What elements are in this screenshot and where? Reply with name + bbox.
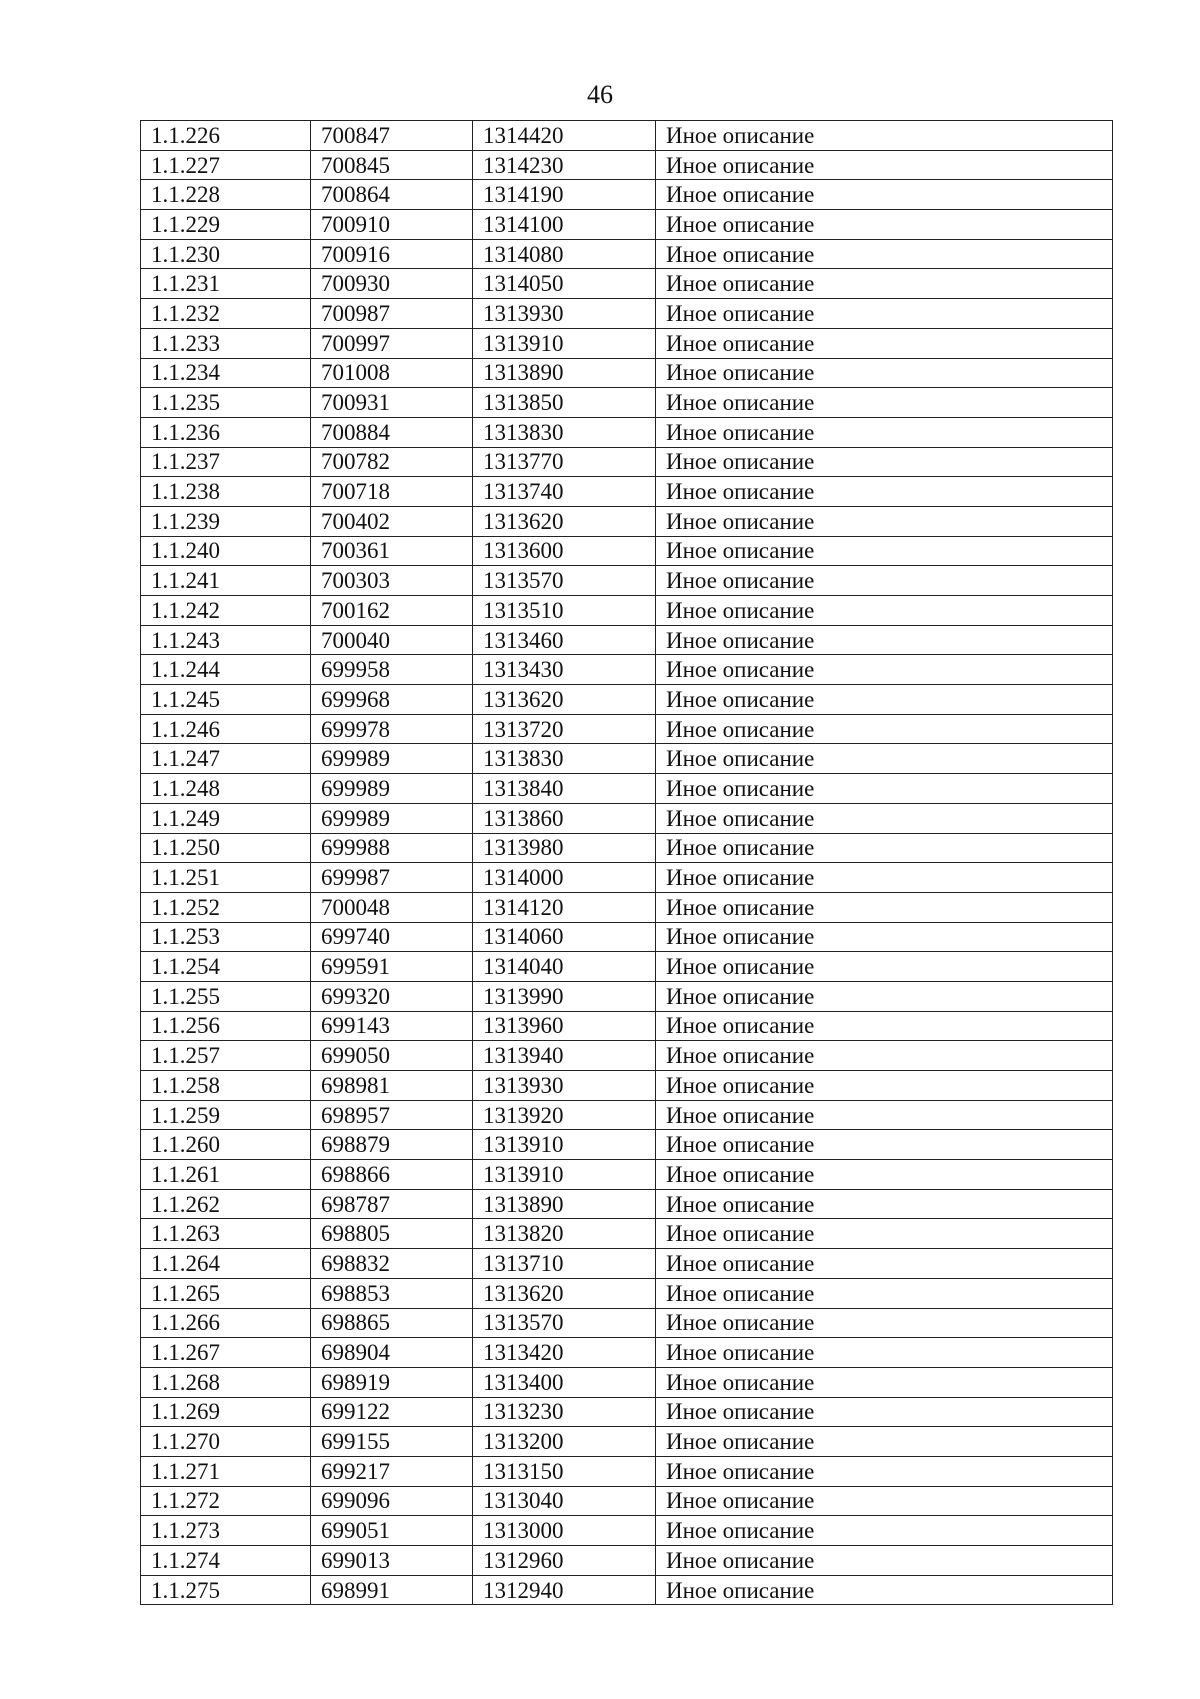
x-coordinate-cell: 700162: [311, 596, 473, 626]
x-coordinate-cell: 698787: [311, 1189, 473, 1219]
table-row: [141, 655, 1113, 685]
x-coordinate-cell: 698865: [311, 1308, 473, 1338]
table-row: [141, 239, 1113, 269]
y-coordinate-cell: 1313770: [473, 447, 656, 477]
x-coordinate-cell: 698879: [311, 1130, 473, 1160]
x-coordinate-cell: 699320: [311, 981, 473, 1011]
point-number-cell: 1.1.274: [141, 1546, 311, 1576]
point-number-cell: 1.1.250: [141, 833, 311, 863]
y-coordinate-cell: 1313910: [473, 1160, 656, 1190]
y-coordinate-cell: 1313200: [473, 1427, 656, 1457]
table-row: [141, 1575, 1113, 1605]
x-coordinate-cell: 698991: [311, 1575, 473, 1605]
point-number-cell: 1.1.275: [141, 1575, 311, 1605]
y-coordinate-cell: 1314230: [473, 150, 656, 180]
y-coordinate-cell: 1313860: [473, 803, 656, 833]
y-coordinate-cell: 1313840: [473, 774, 656, 804]
x-coordinate-cell: 698853: [311, 1278, 473, 1308]
point-number-cell: 1.1.269: [141, 1397, 311, 1427]
table-row: [141, 417, 1113, 447]
point-number-cell: 1.1.232: [141, 299, 311, 329]
y-coordinate-cell: 1314420: [473, 121, 656, 151]
table-row: [141, 774, 1113, 804]
y-coordinate-cell: 1313830: [473, 744, 656, 774]
description-cell: Иное описание: [656, 744, 1113, 774]
point-number-cell: 1.1.243: [141, 625, 311, 655]
x-coordinate-cell: 699155: [311, 1427, 473, 1457]
description-cell: Иное описание: [656, 1071, 1113, 1101]
point-number-cell: 1.1.265: [141, 1278, 311, 1308]
y-coordinate-cell: 1313400: [473, 1367, 656, 1397]
description-cell: Иное описание: [656, 1486, 1113, 1516]
table-row: [141, 1427, 1113, 1457]
description-cell: Иное описание: [656, 1397, 1113, 1427]
coordinates-table: [140, 120, 1113, 1605]
description-cell: Иное описание: [656, 1546, 1113, 1576]
table-row: [141, 1516, 1113, 1546]
description-cell: Иное описание: [656, 1130, 1113, 1160]
table-row: [141, 1130, 1113, 1160]
y-coordinate-cell: 1314000: [473, 863, 656, 893]
table-row: [141, 1189, 1113, 1219]
description-cell: Иное описание: [656, 447, 1113, 477]
x-coordinate-cell: 699217: [311, 1456, 473, 1486]
table-row: [141, 625, 1113, 655]
x-coordinate-cell: 700847: [311, 121, 473, 151]
description-cell: Иное описание: [656, 388, 1113, 418]
point-number-cell: 1.1.261: [141, 1160, 311, 1190]
description-cell: Иное описание: [656, 892, 1113, 922]
description-cell: Иное описание: [656, 685, 1113, 715]
x-coordinate-cell: 700930: [311, 269, 473, 299]
table-row: [141, 1546, 1113, 1576]
table-row: [141, 388, 1113, 418]
x-coordinate-cell: 698981: [311, 1071, 473, 1101]
y-coordinate-cell: 1313930: [473, 299, 656, 329]
table-row: [141, 833, 1113, 863]
point-number-cell: 1.1.227: [141, 150, 311, 180]
x-coordinate-cell: 698919: [311, 1367, 473, 1397]
table-row: [141, 1100, 1113, 1130]
table-row: [141, 744, 1113, 774]
point-number-cell: 1.1.229: [141, 210, 311, 240]
y-coordinate-cell: 1313910: [473, 328, 656, 358]
point-number-cell: 1.1.263: [141, 1219, 311, 1249]
table-row: [141, 1249, 1113, 1279]
description-cell: Иное описание: [656, 1338, 1113, 1368]
description-cell: Иное описание: [656, 1575, 1113, 1605]
y-coordinate-cell: 1313890: [473, 358, 656, 388]
table-row: [141, 1160, 1113, 1190]
description-cell: Иное описание: [656, 1278, 1113, 1308]
x-coordinate-cell: 700845: [311, 150, 473, 180]
description-cell: Иное описание: [656, 566, 1113, 596]
table-row: [141, 1338, 1113, 1368]
point-number-cell: 1.1.236: [141, 417, 311, 447]
description-cell: Иное описание: [656, 952, 1113, 982]
y-coordinate-cell: 1313510: [473, 596, 656, 626]
description-cell: Иное описание: [656, 981, 1113, 1011]
y-coordinate-cell: 1314050: [473, 269, 656, 299]
table-row: [141, 1278, 1113, 1308]
y-coordinate-cell: 1313460: [473, 625, 656, 655]
table-row: [141, 596, 1113, 626]
description-cell: Иное описание: [656, 1456, 1113, 1486]
y-coordinate-cell: 1313990: [473, 981, 656, 1011]
table-row: [141, 1486, 1113, 1516]
table-row: [141, 210, 1113, 240]
table-row: [141, 566, 1113, 596]
table-row: [141, 1219, 1113, 1249]
description-cell: Иное описание: [656, 239, 1113, 269]
x-coordinate-cell: 699143: [311, 1011, 473, 1041]
description-cell: Иное описание: [656, 121, 1113, 151]
y-coordinate-cell: 1313960: [473, 1011, 656, 1041]
description-cell: Иное описание: [656, 417, 1113, 447]
y-coordinate-cell: 1313930: [473, 1071, 656, 1101]
point-number-cell: 1.1.251: [141, 863, 311, 893]
y-coordinate-cell: 1314080: [473, 239, 656, 269]
point-number-cell: 1.1.254: [141, 952, 311, 982]
table-row: [141, 1367, 1113, 1397]
table-row: [141, 1397, 1113, 1427]
x-coordinate-cell: 698866: [311, 1160, 473, 1190]
description-cell: Иное описание: [656, 477, 1113, 507]
description-cell: Иное описание: [656, 596, 1113, 626]
y-coordinate-cell: 1313850: [473, 388, 656, 418]
description-cell: Иное описание: [656, 1160, 1113, 1190]
x-coordinate-cell: 700361: [311, 536, 473, 566]
description-cell: Иное описание: [656, 1011, 1113, 1041]
y-coordinate-cell: 1313980: [473, 833, 656, 863]
point-number-cell: 1.1.266: [141, 1308, 311, 1338]
description-cell: Иное описание: [656, 210, 1113, 240]
description-cell: Иное описание: [656, 1189, 1113, 1219]
table-row: [141, 269, 1113, 299]
x-coordinate-cell: 699050: [311, 1041, 473, 1071]
x-coordinate-cell: 700987: [311, 299, 473, 329]
description-cell: Иное описание: [656, 625, 1113, 655]
x-coordinate-cell: 699122: [311, 1397, 473, 1427]
description-cell: Иное описание: [656, 922, 1113, 952]
y-coordinate-cell: 1313710: [473, 1249, 656, 1279]
y-coordinate-cell: 1313920: [473, 1100, 656, 1130]
y-coordinate-cell: 1313620: [473, 1278, 656, 1308]
y-coordinate-cell: 1313150: [473, 1456, 656, 1486]
x-coordinate-cell: 698957: [311, 1100, 473, 1130]
table-row: [141, 714, 1113, 744]
x-coordinate-cell: 700303: [311, 566, 473, 596]
point-number-cell: 1.1.256: [141, 1011, 311, 1041]
y-coordinate-cell: 1313420: [473, 1338, 656, 1368]
point-number-cell: 1.1.272: [141, 1486, 311, 1516]
x-coordinate-cell: 700048: [311, 892, 473, 922]
x-coordinate-cell: 698832: [311, 1249, 473, 1279]
x-coordinate-cell: 699989: [311, 744, 473, 774]
description-cell: Иное описание: [656, 863, 1113, 893]
point-number-cell: 1.1.246: [141, 714, 311, 744]
point-number-cell: 1.1.258: [141, 1071, 311, 1101]
point-number-cell: 1.1.255: [141, 981, 311, 1011]
x-coordinate-cell: 699987: [311, 863, 473, 893]
table-row: [141, 981, 1113, 1011]
description-cell: Иное описание: [656, 655, 1113, 685]
table-row: [141, 447, 1113, 477]
point-number-cell: 1.1.248: [141, 774, 311, 804]
point-number-cell: 1.1.230: [141, 239, 311, 269]
description-cell: Иное описание: [656, 1041, 1113, 1071]
y-coordinate-cell: 1313740: [473, 477, 656, 507]
x-coordinate-cell: 699989: [311, 803, 473, 833]
table-row: [141, 1456, 1113, 1486]
x-coordinate-cell: 699591: [311, 952, 473, 982]
description-cell: Иное описание: [656, 269, 1113, 299]
point-number-cell: 1.1.238: [141, 477, 311, 507]
table-row: [141, 506, 1113, 536]
table-body: [141, 121, 1113, 1605]
description-cell: Иное описание: [656, 803, 1113, 833]
description-cell: Иное описание: [656, 506, 1113, 536]
point-number-cell: 1.1.242: [141, 596, 311, 626]
point-number-cell: 1.1.228: [141, 180, 311, 210]
point-number-cell: 1.1.270: [141, 1427, 311, 1457]
x-coordinate-cell: 700997: [311, 328, 473, 358]
description-cell: Иное описание: [656, 774, 1113, 804]
x-coordinate-cell: 700040: [311, 625, 473, 655]
table-row: [141, 685, 1113, 715]
y-coordinate-cell: 1314060: [473, 922, 656, 952]
point-number-cell: 1.1.267: [141, 1338, 311, 1368]
x-coordinate-cell: 699740: [311, 922, 473, 952]
point-number-cell: 1.1.268: [141, 1367, 311, 1397]
y-coordinate-cell: 1313230: [473, 1397, 656, 1427]
y-coordinate-cell: 1312940: [473, 1575, 656, 1605]
y-coordinate-cell: 1313820: [473, 1219, 656, 1249]
description-cell: Иное описание: [656, 714, 1113, 744]
y-coordinate-cell: 1312960: [473, 1546, 656, 1576]
y-coordinate-cell: 1313910: [473, 1130, 656, 1160]
table-row: [141, 952, 1113, 982]
y-coordinate-cell: 1313040: [473, 1486, 656, 1516]
point-number-cell: 1.1.234: [141, 358, 311, 388]
y-coordinate-cell: 1314190: [473, 180, 656, 210]
table-row: [141, 863, 1113, 893]
y-coordinate-cell: 1314040: [473, 952, 656, 982]
description-cell: Иное описание: [656, 536, 1113, 566]
point-number-cell: 1.1.271: [141, 1456, 311, 1486]
point-number-cell: 1.1.259: [141, 1100, 311, 1130]
y-coordinate-cell: 1313830: [473, 417, 656, 447]
x-coordinate-cell: 699958: [311, 655, 473, 685]
description-cell: Иное описание: [656, 1308, 1113, 1338]
y-coordinate-cell: 1313430: [473, 655, 656, 685]
point-number-cell: 1.1.273: [141, 1516, 311, 1546]
x-coordinate-cell: 700402: [311, 506, 473, 536]
y-coordinate-cell: 1313940: [473, 1041, 656, 1071]
table-row: [141, 892, 1113, 922]
description-cell: Иное описание: [656, 299, 1113, 329]
description-cell: Иное описание: [656, 1516, 1113, 1546]
point-number-cell: 1.1.239: [141, 506, 311, 536]
table-row: [141, 150, 1113, 180]
point-number-cell: 1.1.252: [141, 892, 311, 922]
y-coordinate-cell: 1314100: [473, 210, 656, 240]
x-coordinate-cell: 698805: [311, 1219, 473, 1249]
point-number-cell: 1.1.247: [141, 744, 311, 774]
x-coordinate-cell: 700864: [311, 180, 473, 210]
table-row: [141, 358, 1113, 388]
description-cell: Иное описание: [656, 358, 1113, 388]
table-row: [141, 1071, 1113, 1101]
page-number: 46: [587, 80, 613, 109]
x-coordinate-cell: 699978: [311, 714, 473, 744]
table-row: [141, 180, 1113, 210]
point-number-cell: 1.1.241: [141, 566, 311, 596]
description-cell: Иное описание: [656, 180, 1113, 210]
table-row: [141, 922, 1113, 952]
point-number-cell: 1.1.253: [141, 922, 311, 952]
x-coordinate-cell: 698904: [311, 1338, 473, 1368]
description-cell: Иное описание: [656, 1100, 1113, 1130]
description-cell: Иное описание: [656, 328, 1113, 358]
y-coordinate-cell: 1313570: [473, 1308, 656, 1338]
description-cell: Иное описание: [656, 150, 1113, 180]
x-coordinate-cell: 699988: [311, 833, 473, 863]
point-number-cell: 1.1.257: [141, 1041, 311, 1071]
table-row: [141, 121, 1113, 151]
y-coordinate-cell: 1313620: [473, 506, 656, 536]
point-number-cell: 1.1.240: [141, 536, 311, 566]
point-number-cell: 1.1.264: [141, 1249, 311, 1279]
x-coordinate-cell: 700884: [311, 417, 473, 447]
point-number-cell: 1.1.235: [141, 388, 311, 418]
y-coordinate-cell: 1313720: [473, 714, 656, 744]
point-number-cell: 1.1.249: [141, 803, 311, 833]
description-cell: Иное описание: [656, 1427, 1113, 1457]
point-number-cell: 1.1.260: [141, 1130, 311, 1160]
table-row: [141, 1308, 1113, 1338]
table-row: [141, 1041, 1113, 1071]
x-coordinate-cell: 700916: [311, 239, 473, 269]
y-coordinate-cell: 1313890: [473, 1189, 656, 1219]
x-coordinate-cell: 700782: [311, 447, 473, 477]
x-coordinate-cell: 699989: [311, 774, 473, 804]
x-coordinate-cell: 699051: [311, 1516, 473, 1546]
table-row: [141, 299, 1113, 329]
y-coordinate-cell: 1313600: [473, 536, 656, 566]
description-cell: Иное описание: [656, 1249, 1113, 1279]
description-cell: Иное описание: [656, 1367, 1113, 1397]
x-coordinate-cell: 699013: [311, 1546, 473, 1576]
y-coordinate-cell: 1313620: [473, 685, 656, 715]
table-row: [141, 328, 1113, 358]
y-coordinate-cell: 1314120: [473, 892, 656, 922]
table-row: [141, 1011, 1113, 1041]
y-coordinate-cell: 1313000: [473, 1516, 656, 1546]
table-row: [141, 536, 1113, 566]
point-number-cell: 1.1.233: [141, 328, 311, 358]
x-coordinate-cell: 700910: [311, 210, 473, 240]
point-number-cell: 1.1.244: [141, 655, 311, 685]
point-number-cell: 1.1.237: [141, 447, 311, 477]
x-coordinate-cell: 699096: [311, 1486, 473, 1516]
y-coordinate-cell: 1313570: [473, 566, 656, 596]
x-coordinate-cell: 700931: [311, 388, 473, 418]
table-row: [141, 477, 1113, 507]
point-number-cell: 1.1.262: [141, 1189, 311, 1219]
point-number-cell: 1.1.245: [141, 685, 311, 715]
table-row: [141, 803, 1113, 833]
x-coordinate-cell: 700718: [311, 477, 473, 507]
x-coordinate-cell: 701008: [311, 358, 473, 388]
x-coordinate-cell: 699968: [311, 685, 473, 715]
point-number-cell: 1.1.231: [141, 269, 311, 299]
description-cell: Иное описание: [656, 833, 1113, 863]
point-number-cell: 1.1.226: [141, 121, 311, 151]
description-cell: Иное описание: [656, 1219, 1113, 1249]
